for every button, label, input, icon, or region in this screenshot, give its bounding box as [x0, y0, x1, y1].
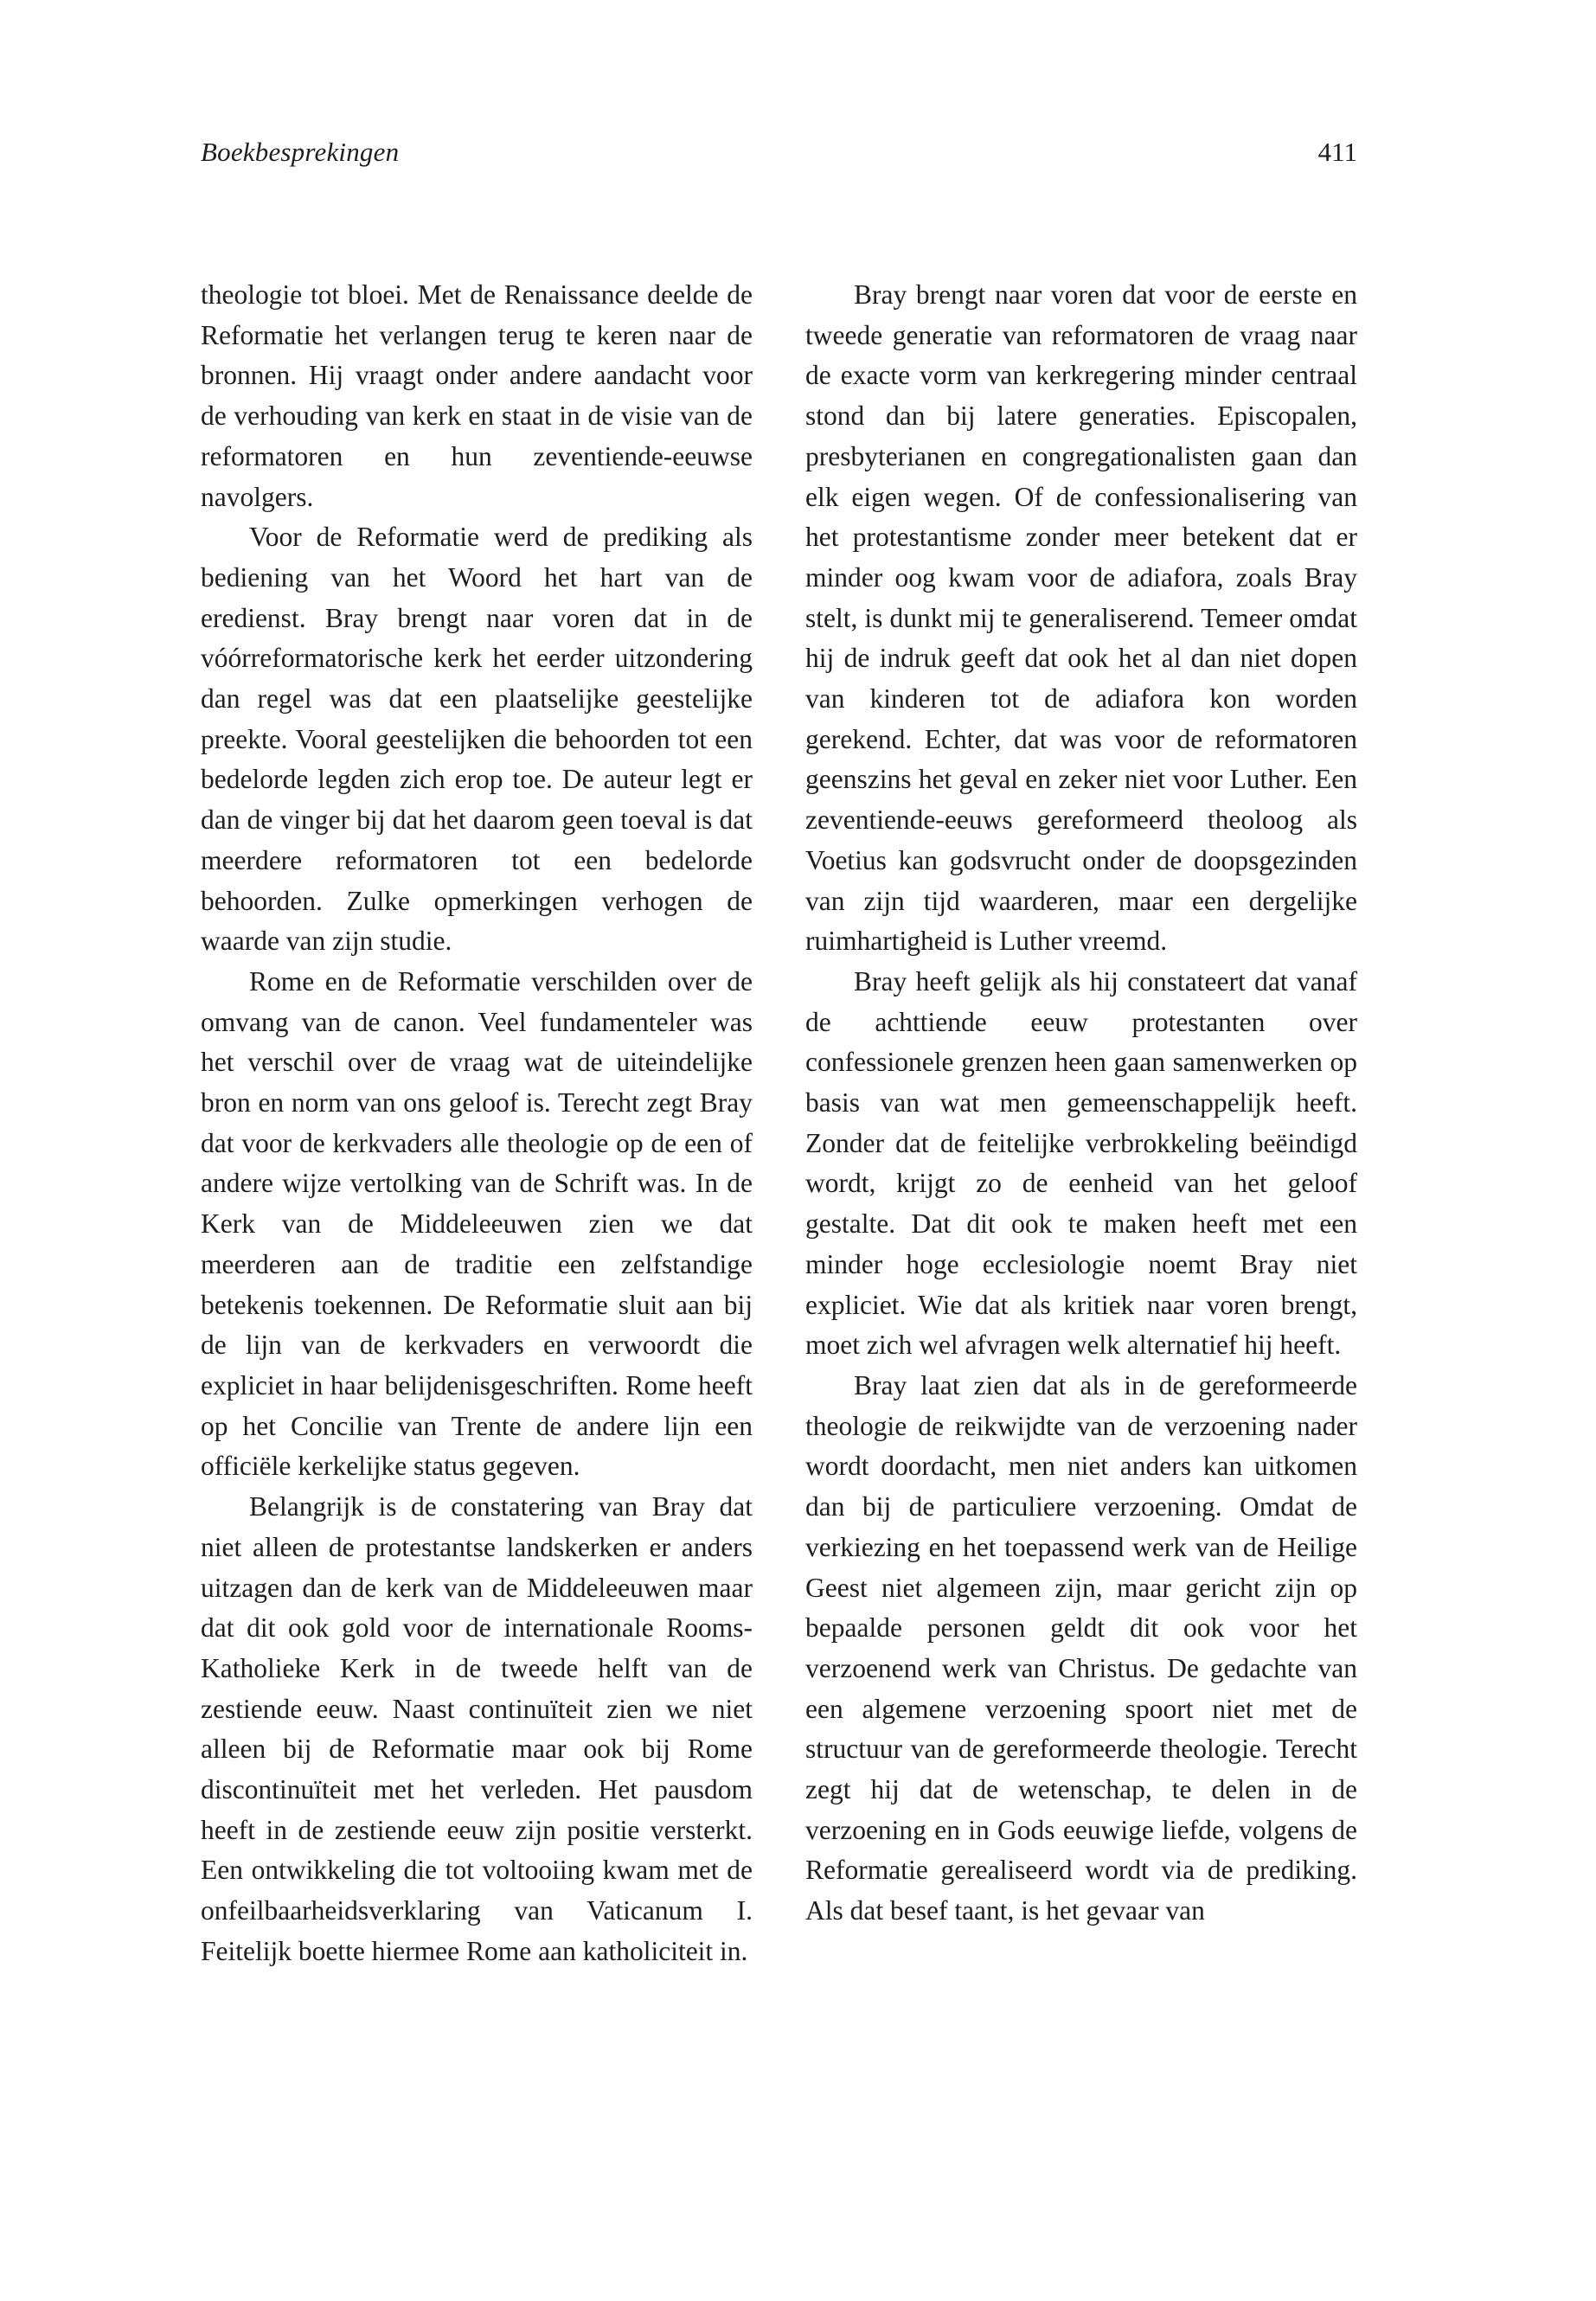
paragraph: Belangrijk is de constatering van Bray dat niet alleen de protestantse landskerken er anders uitzagen dan de kerk van de Middeleeuwen maar dat dit ook gold voor de internationale Rooms-Katholieke Kerk in de tweede helft van de zestiende eeuw. Naast continuïteit zien we niet alleen bij de Reformatie maar ook bij Rome discontinuïteit met het verleden. Het pausdom heeft in de zestiende eeuw zijn positie versterkt. Een ontwikkeling die tot voltooiing kwam met de onfeilbaarheidsverklaring van Vaticanum I. Feitelijk boette hiermee Rome aan katholiciteit in.: [201, 1491, 753, 1966]
running-head: Boekbesprekingen: [201, 137, 400, 167]
page-number: 411: [1317, 137, 1357, 167]
paragraph: Bray laat zien dat als in de gereformeerde theologie de reikwijdte van de verzoening nader wordt doordacht, men niet anders kan uitkomen dan bij de particuliere verzoening. Omdat de verkiezing en het toepassend werk van de Heilige Geest niet algemeen zijn, maar gericht zijn op bepaalde personen geldt dit ook voor het verzoenend werk van Christus. De gedachte van een algemene verzoening spoort niet met de structuur van de gereformeerde theologie. Terecht zegt hij dat de wetenschap, te delen in de verzoening en in Gods eeuwige liefde, volgens de Reformatie gerealiseerd wordt via de prediking. Als dat besef taant, is het gevaar van: [805, 1369, 1357, 1926]
paragraph: Voor de Reformatie werd de prediking als bediening van het Woord het hart van de eredienst. Bray brengt naar voren dat in de vóórreformatorische kerk het eerder uitzondering dan regel was dat een plaatselijke geestelijke preekte. Vooral geestelijken die behoorden tot een bedelorde legden zich erop toe. De auteur legt er dan de vinger bij dat het daarom geen toeval is dat meerdere reformatoren tot een bedelorde behoorden. Zulke opmerkingen verhogen de waarde van zijn studie.: [201, 522, 753, 957]
paragraph: theologie tot bloei. Met de Renaissance deelde de Reformatie het verlangen terug te keren naar de bronnen. Hij vraagt onder andere aandacht voor de verhouding van kerk en staat in de visie van de reformatoren en hun zeventiende-eeuwse navolgers.: [201, 279, 753, 512]
paragraph: Bray brengt naar voren dat voor de eerste en tweede generatie van reformatoren de vraag naar de exacte vorm van kerkregering minder centraal stond dan bij latere generaties. Episcopalen, presbyterianen en congregationalisten gaan dan elk eigen wegen. Of de confessionalisering van het protestantisme zonder meer betekent dat er minder oog kwam voor de adiafora, zoals Bray stelt, is dunkt mij te generaliserend. Temeer omdat hij de indruk geeft dat ook het al dan niet dopen van kinderen tot de adiafora kon worden gerekend. Echter, dat was voor de reformatoren geenszins het geval en zeker niet voor Luther. Een zeventiende-eeuws gereformeerd theoloog als Voetius kan godsvrucht onder de doopsgezinden van zijn tijd waarderen, maar een dergelijke ruimhartigheid is Luther vreemd.: [805, 279, 1357, 957]
right-column: [805, 275, 1357, 1932]
left-column: [201, 275, 753, 1972]
paragraph: Rome en de Reformatie verschilden over de omvang van de canon. Veel fundamenteler was het verschil over de vraag wat de uiteindelijke bron en norm van ons geloof is. Terecht zegt Bray dat voor de kerkvaders alle theologie op de een of andere wijze vertolking van de Schrift was. In de Kerk van de Middeleeuwen zien we dat meerderen aan de traditie een zelfstandige betekenis toekennen. De Reformatie sluit aan bij de lijn van de kerkvaders en verwoordt die expliciet in haar belijdenisgeschriften. Rome heeft op het Concilie van Trente de andere lijn een officiële kerkelijke status gegeven.: [201, 965, 753, 1482]
paragraph: Bray heeft gelijk als hij constateert dat vanaf de achttiende eeuw protestanten over confessionele grenzen heen gaan samenwerken op basis van wat men gemeenschappelijk heeft. Zonder dat de feitelijke verbrokkeling beëindigd wordt, krijgt zo de eenheid van het geloof gestalte. Dat dit ook te maken heeft met een minder hoge ecclesiologie noemt Bray niet expliciet. Wie dat als kritiek naar voren brengt, moet zich wel afvragen welk alternatief hij heeft.: [805, 965, 1357, 1361]
